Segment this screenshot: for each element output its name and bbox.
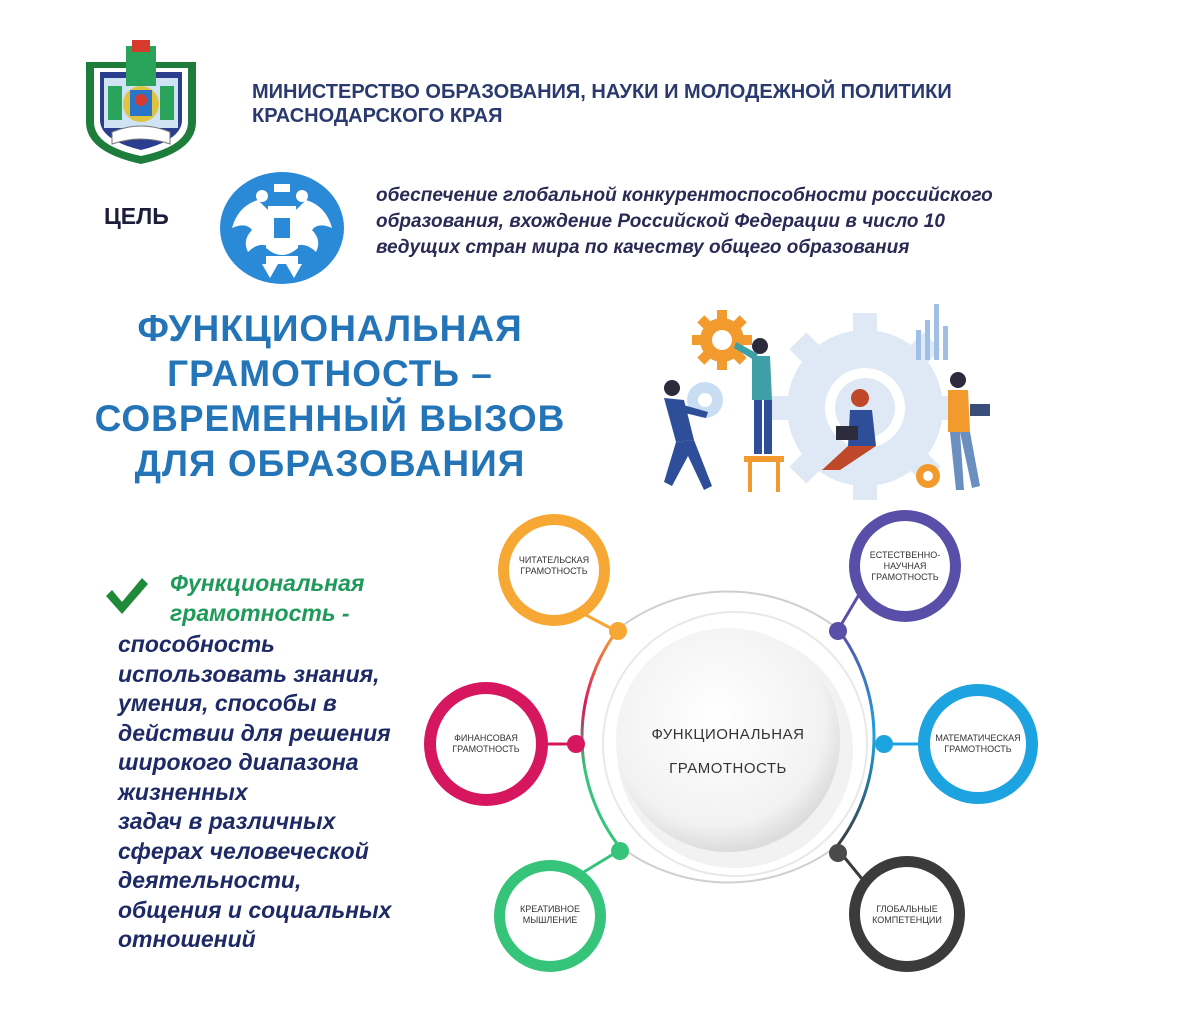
ministry-line-1: МИНИСТЕРСТВО ОБРАЗОВАНИЯ, НАУКИ И МОЛОДЕЖНОЙ ПОЛИТИКИ [252,81,952,103]
node-label-line: МАТЕМАТИЧЕСКАЯ [935,733,1021,743]
node-label-line: ЧИТАТЕЛЬСКАЯ [518,555,590,565]
node-label-global [857,904,957,926]
goal-text [376,183,1116,261]
person-standing-laptop-icon [948,372,990,490]
node-label-line: ГРАМОТНОСТЬ [944,744,1012,754]
goal-line-1: обеспечение глобальной конкурентоспособности российского [376,185,993,206]
node-label-line: ГРАМОТНОСТЬ [452,744,520,754]
node-label-line: ГЛОБАЛЬНЫЕ [876,904,938,914]
node-label-creative [500,904,600,926]
definition-line: способность [118,631,275,657]
definition-title-line-1: Функциональная [170,570,365,596]
definition-title-line-2: грамотность - [170,600,350,626]
definition-line: жизненных [118,778,248,805]
node-label-line: ФИНАНСОВАЯ [454,733,518,743]
definition-line: сферах человеческой [118,837,369,864]
definition-line: задач в различных [118,808,336,834]
node-label-line: КОМПЕТЕНЦИИ [872,915,942,925]
node-label-science [855,550,955,583]
node-label-line: НАУЧНАЯ [883,561,927,571]
goal-line-3: ведущих стран мира по качеству общего образования [376,237,910,258]
teamwork-gears-illustration [650,300,1000,500]
center-label [618,718,838,786]
definition-line: использовать знания, [118,660,380,687]
small-orange-gear-icon [916,464,940,488]
node-label-line: КРЕАТИВНОЕ [519,904,581,914]
headline-line-4: ДЛЯ ОБРАЗОВАНИЯ [134,443,526,484]
definition-title [170,568,364,628]
node-label-finance [436,733,536,755]
definition-body [118,630,391,955]
node-label-line: ГРАМОТНОСТЬ [520,566,588,576]
node-label-reading [504,555,604,577]
russian-eagle-emblem-icon [218,170,346,286]
ministry-name [252,80,1052,128]
ministry-line-2: КРАСНОДАРСКОГО КРАЯ [252,105,503,127]
center-label-line-2: ГРАМОТНОСТЬ [669,760,787,777]
node-label-line: МЫШЛЕНИЕ [522,915,578,925]
orange-gear-icon [692,310,752,370]
headline-line-3: СОВРЕМЕННЫЙ ВЫЗОВ [94,398,566,439]
headline-line-1: ФУНКЦИОНАЛЬНАЯ [137,308,523,349]
goal-label: ЦЕЛЬ [104,203,169,229]
checkmark-icon [104,576,148,616]
goal-line-2: образования, вхождение Российской Федерации в число 10 [376,211,945,232]
center-label-line-1: ФУНКЦИОНАЛЬНАЯ [651,726,805,743]
definition-line: умения, способы в [118,690,337,716]
definition-line: общения и социальных [118,896,392,923]
node-label-line: ГРАМОТНОСТЬ [871,572,939,582]
krasnodar-coat-of-arms-icon [82,40,200,166]
headline [60,306,600,486]
definition-line: широкого диапазона [118,749,359,775]
definition-line: действии для решения [118,719,391,746]
node-label-math [924,733,1032,755]
definition-line: деятельности, [118,867,302,893]
definition-line: отношений [118,926,256,952]
node-label-line: ЕСТЕСТВЕННО- [869,550,941,560]
headline-line-2: ГРАМОТНОСТЬ – [167,353,493,394]
